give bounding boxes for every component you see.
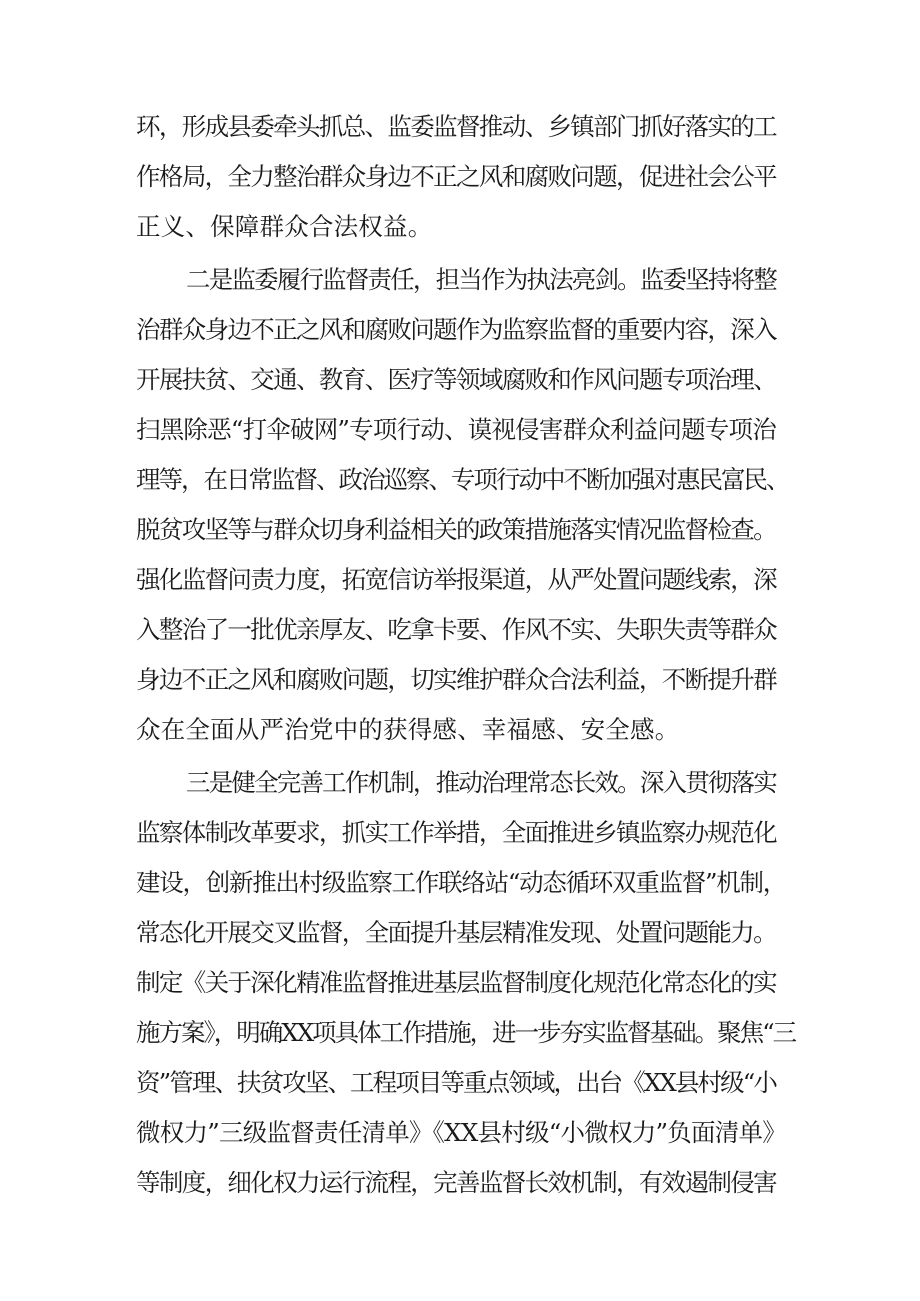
text-line: 正义、保障群众合法权益。 (136, 212, 433, 241)
text-line: 开展扶贫、交通、教育、医疗等领域腐败和作风问题专项治理、 (136, 365, 776, 394)
text-line: 资”管理、扶贫攻坚、工程项目等重点领域，出台《XX县村级“小 (136, 1068, 776, 1097)
text-line: 作格局，全力整治群众身边不正之风和腐败问题，促进社会公平 (136, 162, 776, 191)
paragraph-start-line: 二是监委履行监督责任，担当作为执法亮剑。监委坚持将整 (186, 265, 776, 294)
text-line: 身边不正之风和腐败问题，切实维护群众合法利益，不断提升群 (136, 665, 776, 694)
text-line: 等制度，细化权力运行流程，完善监督长效机制，有效遏制侵害 (136, 1168, 776, 1197)
text-line: 施方案》，明确XX项具体工作措施，进一步夯实监督基础。聚焦“三 (136, 1018, 796, 1047)
text-line: 强化监督问责力度，拓宽信访举报渠道，从严处置问题线索，深 (136, 565, 776, 594)
text-line: 监察体制改革要求，抓实工作举措，全面推进乡镇监察办规范化 (136, 818, 776, 847)
text-line: 治群众身边不正之风和腐败问题作为监察监督的重要内容，深入 (136, 315, 776, 344)
text-line: 建设，创新推出村级监察工作联络站“动态循环双重监督”机制， (136, 868, 786, 897)
paragraph-start-line: 三是健全完善工作机制，推动治理常态长效。深入贯彻落实 (186, 768, 776, 797)
text-line: 入整治了一批优亲厚友、吃拿卡要、作风不实、失职失责等群众 (136, 615, 776, 644)
text-line: 环，形成县委牵头抓总、监委监督推动、乡镇部门抓好落实的工 (136, 112, 776, 141)
text-line: 理等，在日常监督、政治巡察、专项行动中不断加强对惠民富民、 (136, 465, 789, 494)
text-line: 常态化开展交叉监督，全面提升基层精准发现、处置问题能力。 (136, 918, 776, 947)
text-line: 微权力”三级监督责任清单》《XX县村级“小微权力”负面清单》 (136, 1118, 786, 1147)
text-line: 扫黑除恶“打伞破网”专项行动、谟视侵害群众利益问题专项治 (136, 415, 776, 444)
text-line: 制定《关于深化精准监督推进基层监督制度化规范化常态化的实 (136, 968, 776, 997)
text-line: 脱贫攻坚等与群众切身利益相关的政策措施落实情况监督检查。 (136, 515, 776, 544)
text-line: 众在全面从严治党中的获得感、幸福感、安全感。 (136, 715, 680, 744)
